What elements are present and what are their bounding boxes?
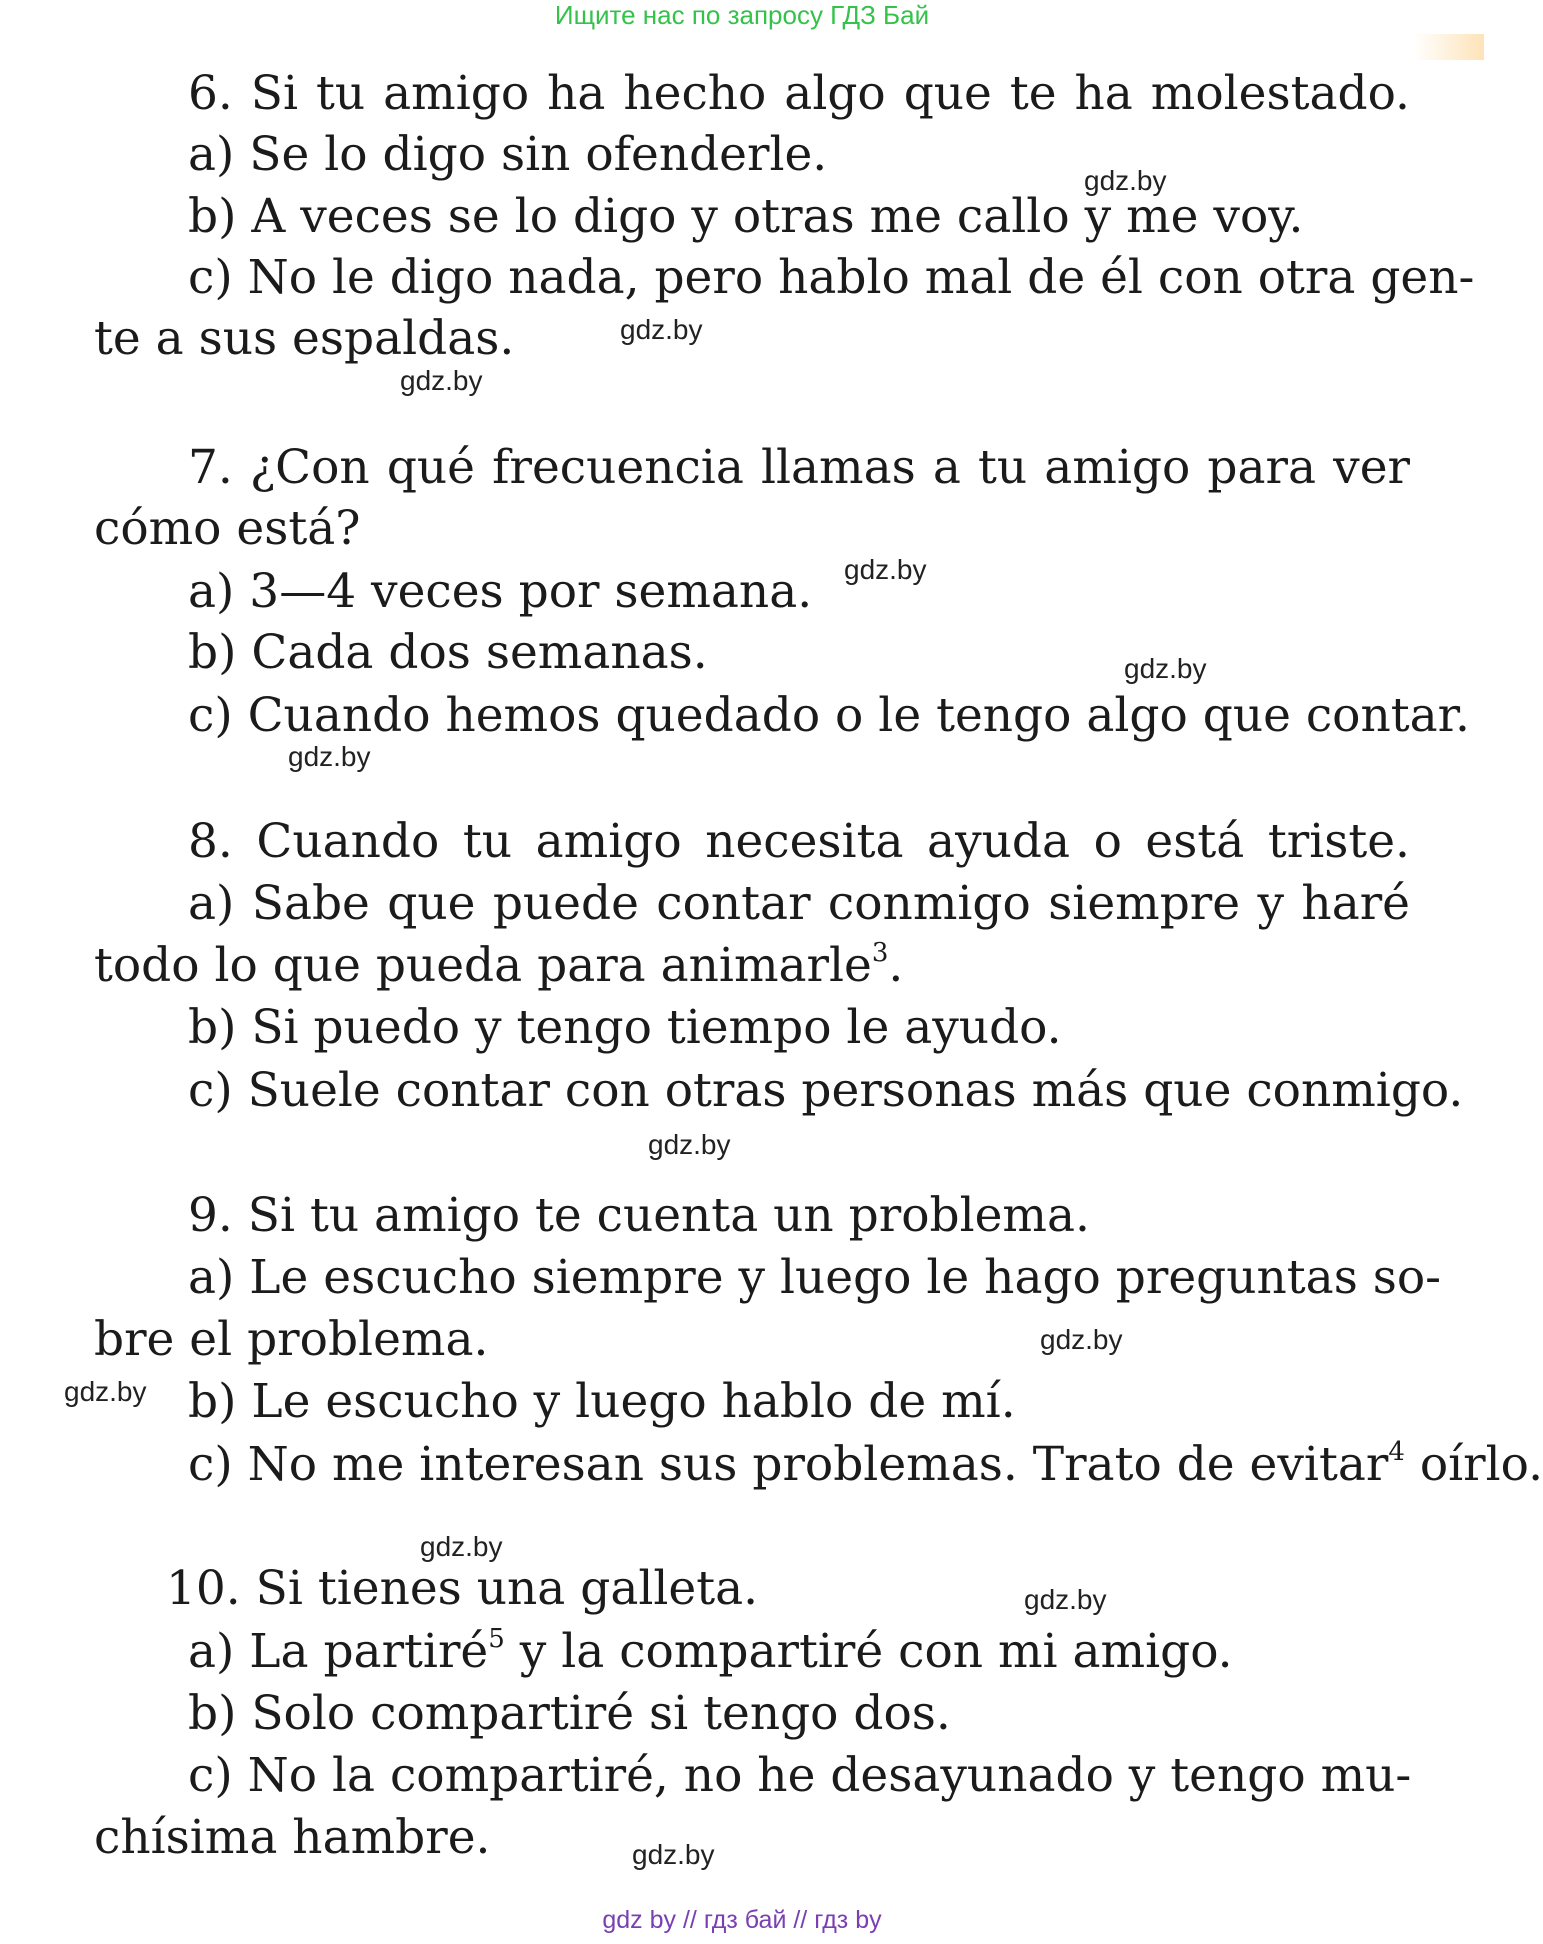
- question-10-option-b: b) Solo compartiré si tengo dos.: [188, 1686, 951, 1741]
- question-9-option-a-cont: bre el problema.: [94, 1312, 489, 1367]
- text-run: todo lo que pueda para animarle: [94, 938, 872, 993]
- question-7-title-cont: cómo está?: [94, 501, 361, 556]
- question-8-option-c: c) Suele contar con otras personas más que conmigo.: [188, 1063, 1464, 1118]
- question-6-option-a: a) Se lo digo sin ofenderle.: [188, 127, 828, 182]
- watermark[interactable]: gdz.by: [1124, 653, 1207, 684]
- question-9-title: 9. Si tu amigo te cuenta un problema.: [188, 1188, 1090, 1243]
- text-run: .: [888, 938, 904, 993]
- footer-links[interactable]: gdz by // гдз бай // гдз by: [602, 1906, 882, 1934]
- top-banner[interactable]: Ищите нас по запросу ГДЗ Бай: [554, 0, 930, 30]
- question-9-option-a: a) Le escucho siempre y luego le hago preguntas so-: [188, 1250, 1442, 1305]
- watermark[interactable]: gdz.by: [648, 1129, 731, 1160]
- text-run: y la compartiré con mi amigo.: [504, 1624, 1233, 1679]
- watermark[interactable]: gdz.by: [1084, 165, 1167, 196]
- question-6-title: 6. Si tu amigo ha hecho algo que te ha molestado.: [188, 66, 1410, 121]
- text-run: a) La partiré: [188, 1624, 489, 1679]
- question-10-option-c: c) No la compartiré, no he desayunado y tengo mu-: [188, 1748, 1412, 1803]
- watermark[interactable]: gdz.by: [288, 741, 371, 772]
- watermark[interactable]: gdz.by: [400, 365, 483, 396]
- question-8-option-a: a) Sabe que puede contar conmigo siempre y haré: [188, 876, 1410, 931]
- question-9-option-b: b) Le escucho y luego hablo de mí.: [188, 1374, 1016, 1429]
- watermark[interactable]: gdz.by: [620, 314, 703, 345]
- question-8-option-a-cont: [94, 938, 903, 994]
- watermark[interactable]: gdz.by: [632, 1839, 715, 1870]
- question-6-option-b: b) A veces se lo digo y otras me callo y me voy.: [188, 189, 1304, 244]
- question-7-option-b: b) Cada dos semanas.: [188, 625, 708, 680]
- watermark[interactable]: gdz.by: [1040, 1324, 1123, 1355]
- question-10-title: 10. Si tienes una galleta.: [166, 1561, 759, 1616]
- question-7-option-c: c) Cuando hemos quedado o le tengo algo que contar.: [188, 688, 1470, 743]
- text-run: c) No me interesan sus problemas. Trato de evitar: [188, 1437, 1389, 1492]
- footnote-mark-5: 5: [488, 1624, 505, 1654]
- text-run: oírlo.: [1404, 1437, 1543, 1492]
- corner-tab: [1414, 34, 1484, 60]
- footnote-mark-4: 4: [1388, 1437, 1405, 1467]
- watermark[interactable]: gdz.by: [64, 1376, 147, 1407]
- watermark[interactable]: gdz.by: [1024, 1584, 1107, 1615]
- watermark[interactable]: gdz.by: [420, 1531, 503, 1562]
- question-6-option-c-cont: te a sus espaldas.: [94, 311, 515, 366]
- footnote-mark-3: 3: [871, 938, 889, 968]
- question-10-option-a: [188, 1624, 1233, 1680]
- question-7-option-a: a) 3—4 veces por semana.: [188, 564, 813, 619]
- question-6-option-c: c) No le digo nada, pero hablo mal de él con otra gen-: [188, 250, 1475, 305]
- question-8-title: 8. Cuando tu amigo necesita ayuda o está triste.: [188, 814, 1410, 869]
- question-8-option-b: b) Si puedo y tengo tiempo le ayudo.: [188, 1000, 1062, 1055]
- question-7-title: 7. ¿Con qué frecuencia llamas a tu amigo para ver: [188, 440, 1410, 495]
- question-10-option-c-cont: chísima hambre.: [94, 1810, 491, 1865]
- question-9-option-c: [188, 1437, 1543, 1493]
- watermark[interactable]: gdz.by: [844, 554, 927, 585]
